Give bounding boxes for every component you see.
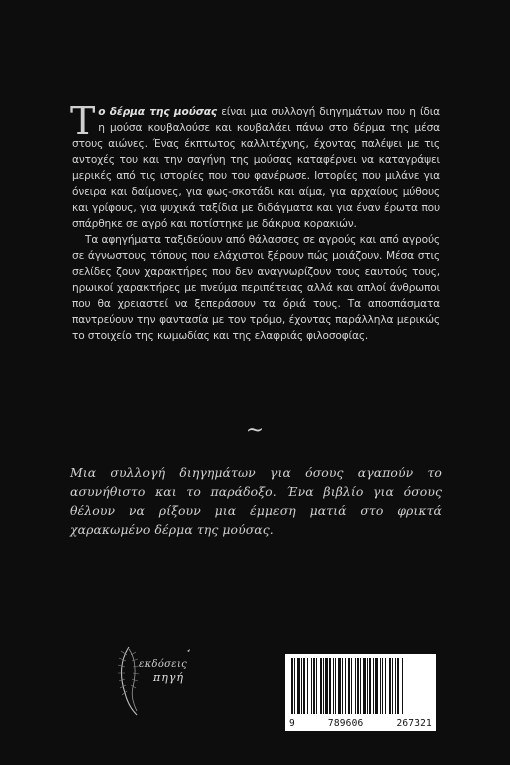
book-title-inline: ο δέρμα της μούσας [98, 106, 218, 118]
barcode-bars [291, 658, 430, 714]
drop-cap: Τ [70, 99, 96, 143]
back-cover-blurb [70, 99, 441, 344]
blurb-paragraph-2: Τα αφηγήματα ταξιδεύουν από θάλασσες σε αγρούς και από αγρούς σε άγνωστους τόπους που ελάχιστοι ξέρουν πώς μοιάζουν. Μέσα στις σελίδες ζουν χαρακτήρες που δεν αναγνωρίζουν τους εαυτούς τους, ηρωικοί χαρακτήρες με πνεύμα περιπέτειας αλλά και απλοί άνθρωποι που θα χρειαστεί να ξεπεράσουν τα όριά τους. Τα αποσπάσματα παντρεύουν την φαντασία με τον τρόμο, έχοντας παράλληλα μερικώς το στοιχείο της κωμωδίας και της ελαφριάς φιλοσοφίας. [72, 234, 440, 342]
blurb-paragraph-1-text: είναι μια συλλογή διηγημάτων που η ίδια η μούσα κουβαλούσε και κουβαλάει πάνω στο δέρμα της μέσα στους αιώνες. Ένας έκπτωτος καλλιτέχνης, έχοντας παλέψει με τις αντοχές του και την σαγήνη της μούσας καταφέρνει να καταγράψει μερικές από τις ιστορίες που του φανέρωσε. Ιστορίες που μιλάνε για όνειρα και δαίμονες, για φως-σκοτάδι και αίμα, για αρχαίους μύθους και γρίφους, για ψυχικά ταξίδια με διδάγματα και για έναν έρωτα που σπάρθηκε σε αγρό και ποτίστηκε με δάκρυα κορακιών. [72, 106, 441, 230]
barcode-digit-group: 267321 [396, 718, 432, 729]
publisher-name: πηγή [153, 671, 184, 684]
barcode-number [289, 718, 432, 729]
publisher-label: εκδόσεις [139, 659, 188, 670]
barcode-digit-group: 789606 [327, 718, 364, 729]
publisher-logo [111, 641, 211, 721]
blurb-paragraph-1 [70, 99, 441, 232]
tagline: Μια συλλογή διηγημάτων για όσους αγαπούν το ασυνήθιστο και το παράδοξο. Ένα βιβλίο για όσους θέλουν να ρίξουν μια έμμεση ματιά στο φρικτά χαρακωμένο δέρμα της μούσας. [70, 465, 442, 537]
barcode-digit-group: 9 [289, 718, 295, 729]
tilde-ornament: ~ [245, 418, 265, 443]
isbn-barcode [285, 654, 436, 731]
